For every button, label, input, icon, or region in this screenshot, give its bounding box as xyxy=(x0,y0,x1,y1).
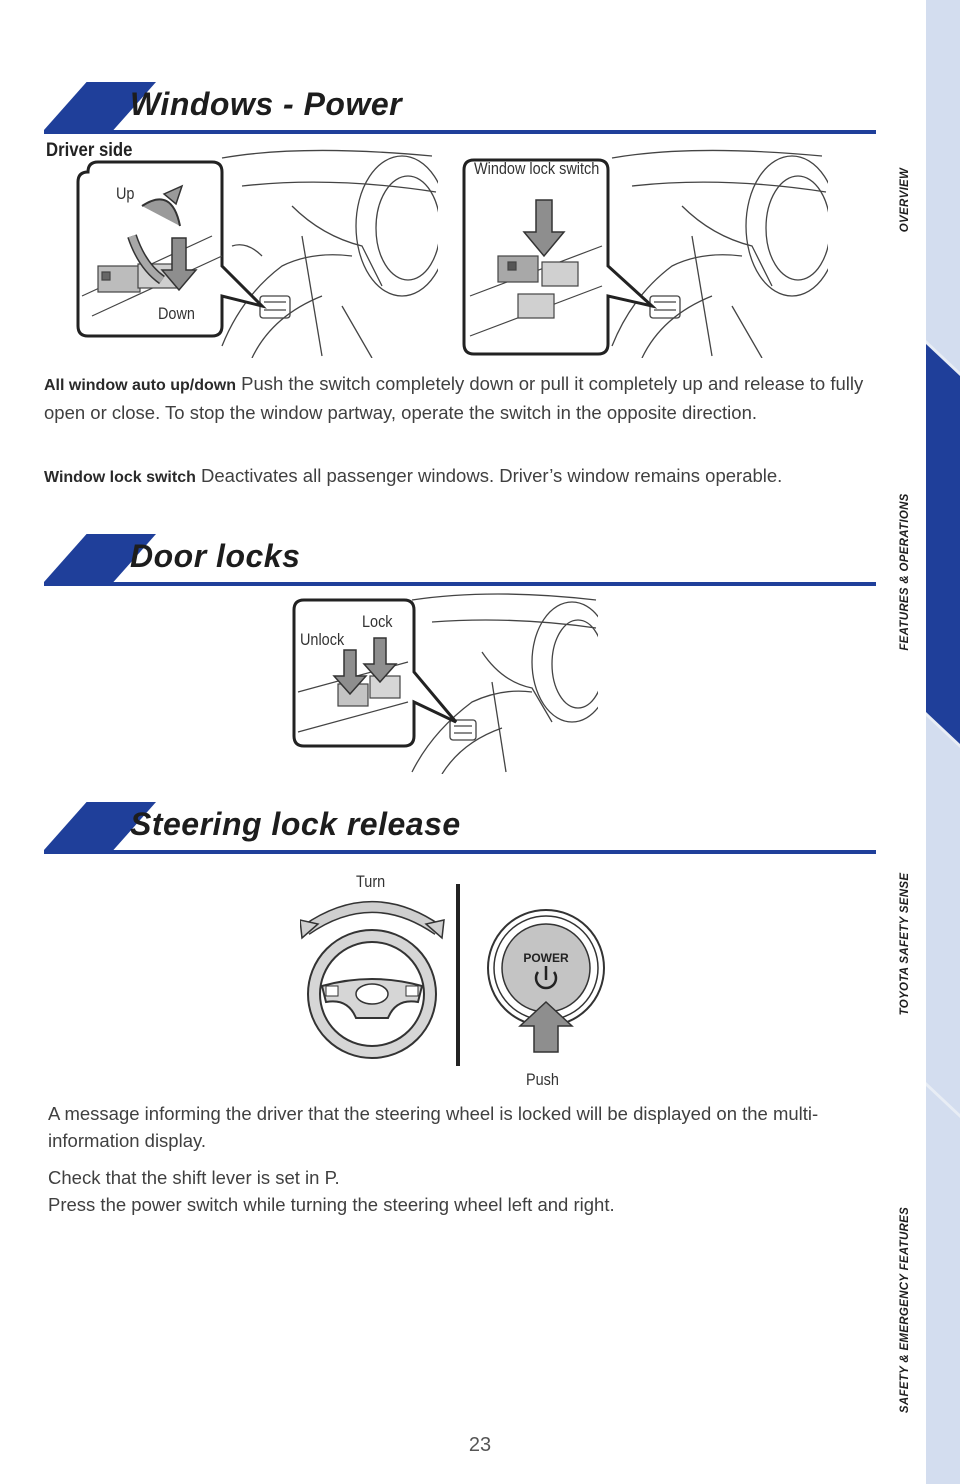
label-up: Up xyxy=(116,184,135,203)
rail-tab-features[interactable] xyxy=(926,344,960,744)
desc-auto-up-down: Push the switch completely down or pull it completely up and release to fully open or close. To stop the window partway, operate the switch in the opposite direction. xyxy=(44,373,864,423)
steering-wheel-illustration xyxy=(300,890,450,1060)
label-unlock: Unlock xyxy=(300,630,345,649)
page-number: 23 xyxy=(468,1434,492,1456)
divider-line xyxy=(456,884,460,1066)
paragraph-steering-instructions xyxy=(48,1164,868,1218)
rail-tab-emergency[interactable] xyxy=(926,1086,960,1484)
label-turn: Turn xyxy=(356,872,386,891)
label-lock: Lock xyxy=(362,612,393,631)
paragraph-window-lock xyxy=(44,462,864,491)
section-header-door-locks xyxy=(44,534,876,586)
label-push: Push xyxy=(526,1070,559,1089)
desc-window-lock: Deactivates all passenger windows. Driver’s window remains operable. xyxy=(195,465,783,486)
paragraph-steering-message: A message informing the driver that the steering wheel is locked will be displayed on the multi-information display. xyxy=(48,1103,819,1151)
rail-label-emergency[interactable]: SAFETY & EMERGENCY FEATURES xyxy=(899,1206,911,1414)
header-rule xyxy=(44,582,876,586)
rail-label-overview[interactable]: OVERVIEW xyxy=(899,167,911,233)
header-rule xyxy=(44,850,876,854)
paragraph-auto-up-down xyxy=(44,370,864,426)
label-window-lock: Window lock switch xyxy=(474,159,600,178)
driver-side-label: Driver side xyxy=(46,140,133,161)
window-switch-illustration xyxy=(72,146,438,358)
power-button-text: POWER xyxy=(523,951,569,965)
term-window-lock: Window lock switch xyxy=(44,469,196,486)
rail-label-safety-sense[interactable]: TOYOTA SAFETY SENSE xyxy=(899,872,911,1016)
section-header-steering xyxy=(44,802,876,854)
term-auto-up-down: All window auto up/down xyxy=(44,377,236,394)
section-title: Steering lock release xyxy=(130,806,461,842)
header-rule xyxy=(44,130,876,134)
power-button-illustration xyxy=(486,906,608,1054)
door-lock-illustration xyxy=(292,592,598,774)
section-rail xyxy=(926,0,960,1484)
rail-tab-safety-sense[interactable] xyxy=(926,716,960,1114)
instruction-line-1: Check that the shift lever is set in P. xyxy=(48,1167,340,1188)
section-title: Windows - Power xyxy=(130,86,403,122)
label-down: Down xyxy=(158,304,195,323)
rail-tab-overview[interactable] xyxy=(926,0,960,372)
instruction-line-2: Press the power switch while turning the steering wheel left and right. xyxy=(48,1194,615,1215)
section-header-windows xyxy=(44,82,876,134)
rail-label-features[interactable]: FEATURES & OPERATIONS xyxy=(899,493,911,651)
section-title: Door locks xyxy=(130,538,301,574)
